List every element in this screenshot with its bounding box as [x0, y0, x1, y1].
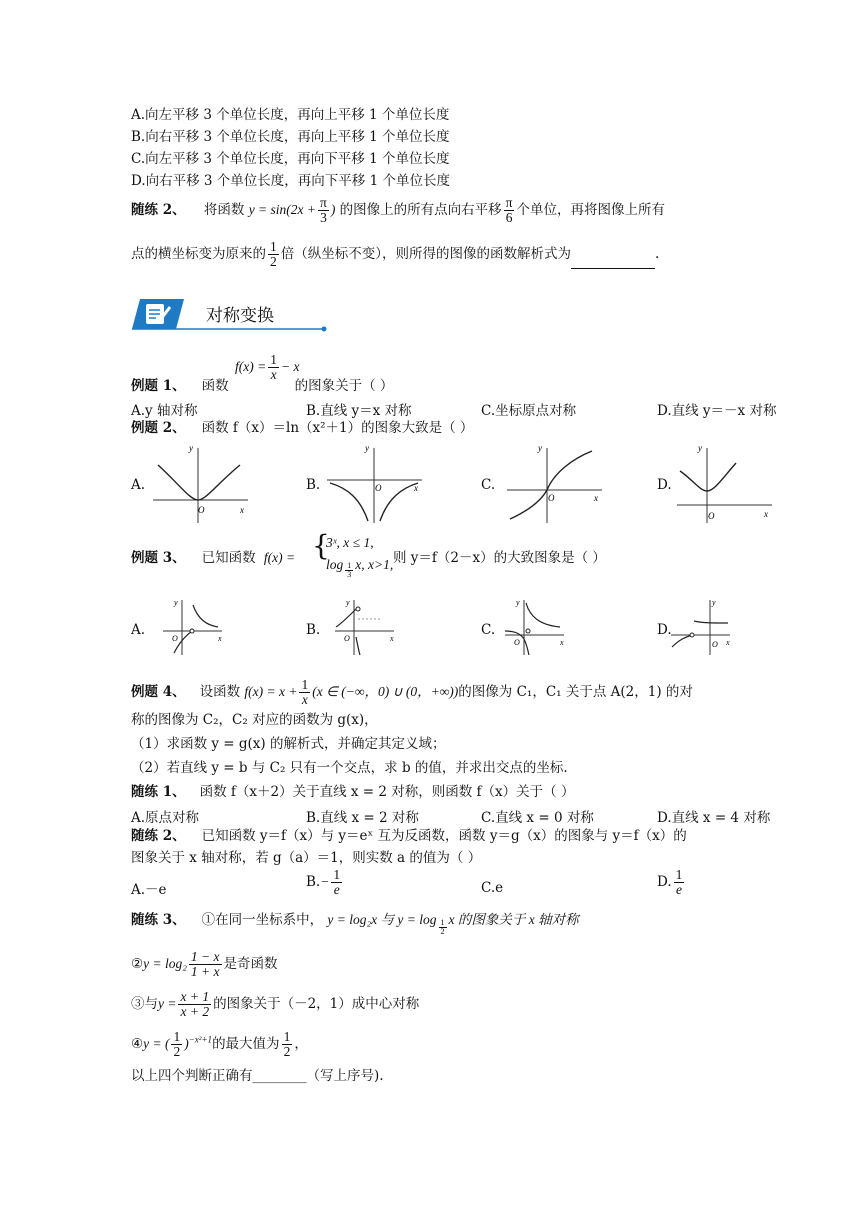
svg-text:x: x	[594, 493, 598, 503]
ex3-graph-c	[502, 597, 570, 657]
practice-3-s3: ③与y = $\frac{x + 1}{x + 2}$ 的图象关于（－2，1）成中心对称	[131, 989, 420, 1020]
ex2-option-b-label: B.	[306, 477, 321, 493]
ex1-option-a: A.y 轴对称	[131, 403, 198, 419]
option-c: C.向左平移 3 个单位长度，再向下平移 1 个单位长度	[131, 151, 450, 167]
svg-text:x: x	[414, 483, 418, 493]
option-d: D.向右平移 3 个单位长度，再向下平移 1 个单位长度	[131, 173, 450, 189]
section-banner	[132, 295, 328, 335]
example-4-q2: （2）若直线 y = b 与 C₂ 只有一个交点，求 b 的值，并求出交点的坐标.	[131, 760, 568, 776]
practice-3-s1: 随练 3、 ①在同一坐标系中， y = log₂x 与 y = log $\frac{1}{2}$ x 的图象关于 x 轴对称	[131, 912, 579, 936]
svg-text:O: O	[708, 511, 715, 521]
sl2b-option-d: D. $\frac{1}{e}$	[657, 867, 683, 898]
ex1-formula: f(x) = $\frac{1}{x}$ − x	[235, 352, 300, 383]
svg-text:O: O	[198, 505, 205, 515]
practice-2-line-2: 点的横坐标变为原来的 $\frac{1}{2}$ 倍（纵坐标不变），则所得的图像的函数解析式为 .	[131, 239, 660, 270]
example-4-q1: （1）求函数 y = g(x) 的解析式，并确定其定义域；	[131, 736, 446, 752]
svg-text:x: x	[218, 634, 222, 643]
ex3-question: 则 y＝f（2－x）的大致图象是（ ）	[393, 550, 606, 566]
ex3-graph-a	[160, 597, 228, 657]
section-title: 对称变换	[206, 306, 274, 326]
svg-text:x: x	[390, 634, 394, 643]
svg-text:y: y	[516, 598, 520, 607]
svg-text:O: O	[712, 640, 718, 649]
ex3-case-2: log $\frac{1}{3}$ x, x>1,	[326, 557, 394, 579]
svg-text:O: O	[344, 634, 350, 643]
ex2-graph-d	[672, 443, 777, 525]
sl2b-option-b: B.− $\frac{1}{e}$	[306, 867, 341, 898]
ex2-option-d-label: D.	[657, 477, 672, 493]
svg-text:O: O	[514, 638, 520, 647]
ex3-option-a-label: A.	[131, 622, 146, 638]
svg-text:y: y	[538, 443, 542, 453]
svg-text:y: y	[712, 598, 716, 607]
svg-text:x: x	[240, 505, 244, 515]
svg-text:y: y	[174, 598, 178, 607]
ex3-case-1: 3ˣ, x ≤ 1,	[326, 535, 374, 550]
practice-3-s4: ④y = ( $\frac{1}{2}$ )$^{-x^2+1}$的最大值为 $\frac{1}{2}$ ，	[131, 1029, 308, 1060]
ex1-option-d: D.直线 y＝－x 对称	[657, 403, 777, 419]
example-1: 例题 1、 函数 的图象关于（ ）	[131, 378, 394, 394]
svg-text:y: y	[365, 443, 369, 453]
ex2-option-c-label: C.	[481, 477, 496, 493]
svg-text:x: x	[764, 509, 768, 519]
option-b: B.向右平移 3 个单位长度，再向上平移 1 个单位长度	[131, 129, 450, 145]
example-4-line-1: 例题 4、 设函数 f(x) = x + $\frac{1}{x}$ (x ∈ (−∞，0) ∪ (0，+∞))的图像为 C₁，C₁ 关于点 A(2，1) 的对	[131, 677, 693, 708]
example-2: 例题 2、 函数 f（x）＝ln（x²＋1）的图象大致是（ ）	[131, 420, 474, 436]
practice-3-s2: ②y = log₂ $\frac{1 - x}{1 + x}$ 是奇函数	[131, 949, 278, 980]
sl2b-option-a: A.－e	[131, 882, 167, 898]
svg-text:O: O	[172, 634, 178, 643]
svg-text:O: O	[375, 483, 382, 493]
sl1-option-c: C.直线 x = 0 对称	[481, 810, 594, 826]
practice-1: 随练 1、 函数 f（x＋2）关于直线 x = 2 对称，则函数 f（x）关于（ ）	[131, 784, 575, 800]
ex3-option-d-label: D.	[657, 622, 672, 638]
ex3-graph-b	[332, 597, 400, 657]
ex3-option-b-label: B.	[306, 622, 321, 638]
ex1-option-c: C.坐标原点对称	[481, 403, 577, 419]
practice-2b-line-2: 图象关于 x 轴对称，若 g（a）＝1，则实数 a 的值为（ ）	[131, 850, 482, 866]
practice-2b-line-1: 随练 2、 已知函数 y＝f（x）与 y＝eˣ 互为反函数，函数 y＝g（x）的图象与 y＝f（x）的	[131, 828, 687, 844]
sl1-option-a: A.原点对称	[131, 810, 200, 826]
ex2-graph-a	[148, 443, 253, 525]
ex2-graph-b	[322, 443, 427, 525]
svg-text:y: y	[346, 598, 350, 607]
ex3-option-c-label: C.	[481, 622, 496, 638]
ex3-brace: {	[312, 529, 330, 562]
sl1-option-b: B.直线 x = 2 对称	[306, 810, 419, 826]
svg-text:x: x	[726, 638, 730, 647]
svg-text:x: x	[560, 638, 564, 647]
example-3: 例题 3、 已知函数 f(x) =	[131, 550, 296, 566]
ex2-option-a-label: A.	[131, 477, 146, 493]
ex3-graph-d	[668, 597, 736, 657]
example-4-line-2: 称的图像为 C₂，C₂ 对应的函数为 g(x)，	[131, 712, 378, 728]
svg-text:O: O	[548, 493, 555, 503]
option-a: A.向左平移 3 个单位长度，再向上平移 1 个单位长度	[131, 107, 450, 123]
practice-2-line-1: 随练 2、 将函数 y = sin(2x + $\frac{\pi}{3}$ ) 的图像上的所有点向右平移 $\frac{\pi}{6}$ 个单位，再将图像上所有	[131, 195, 665, 226]
ex1-option-b: B.直线 y＝x 对称	[306, 403, 412, 419]
svg-text:y: y	[189, 443, 193, 453]
practice-3-final: 以上四个判断正确有________（写上序号).	[131, 1068, 384, 1084]
ex2-graph-c	[502, 443, 607, 525]
sl2b-option-c: C.e	[481, 880, 504, 896]
sl1-option-d: D.直线 x = 4 对称	[657, 810, 771, 826]
svg-text:y: y	[698, 443, 702, 453]
